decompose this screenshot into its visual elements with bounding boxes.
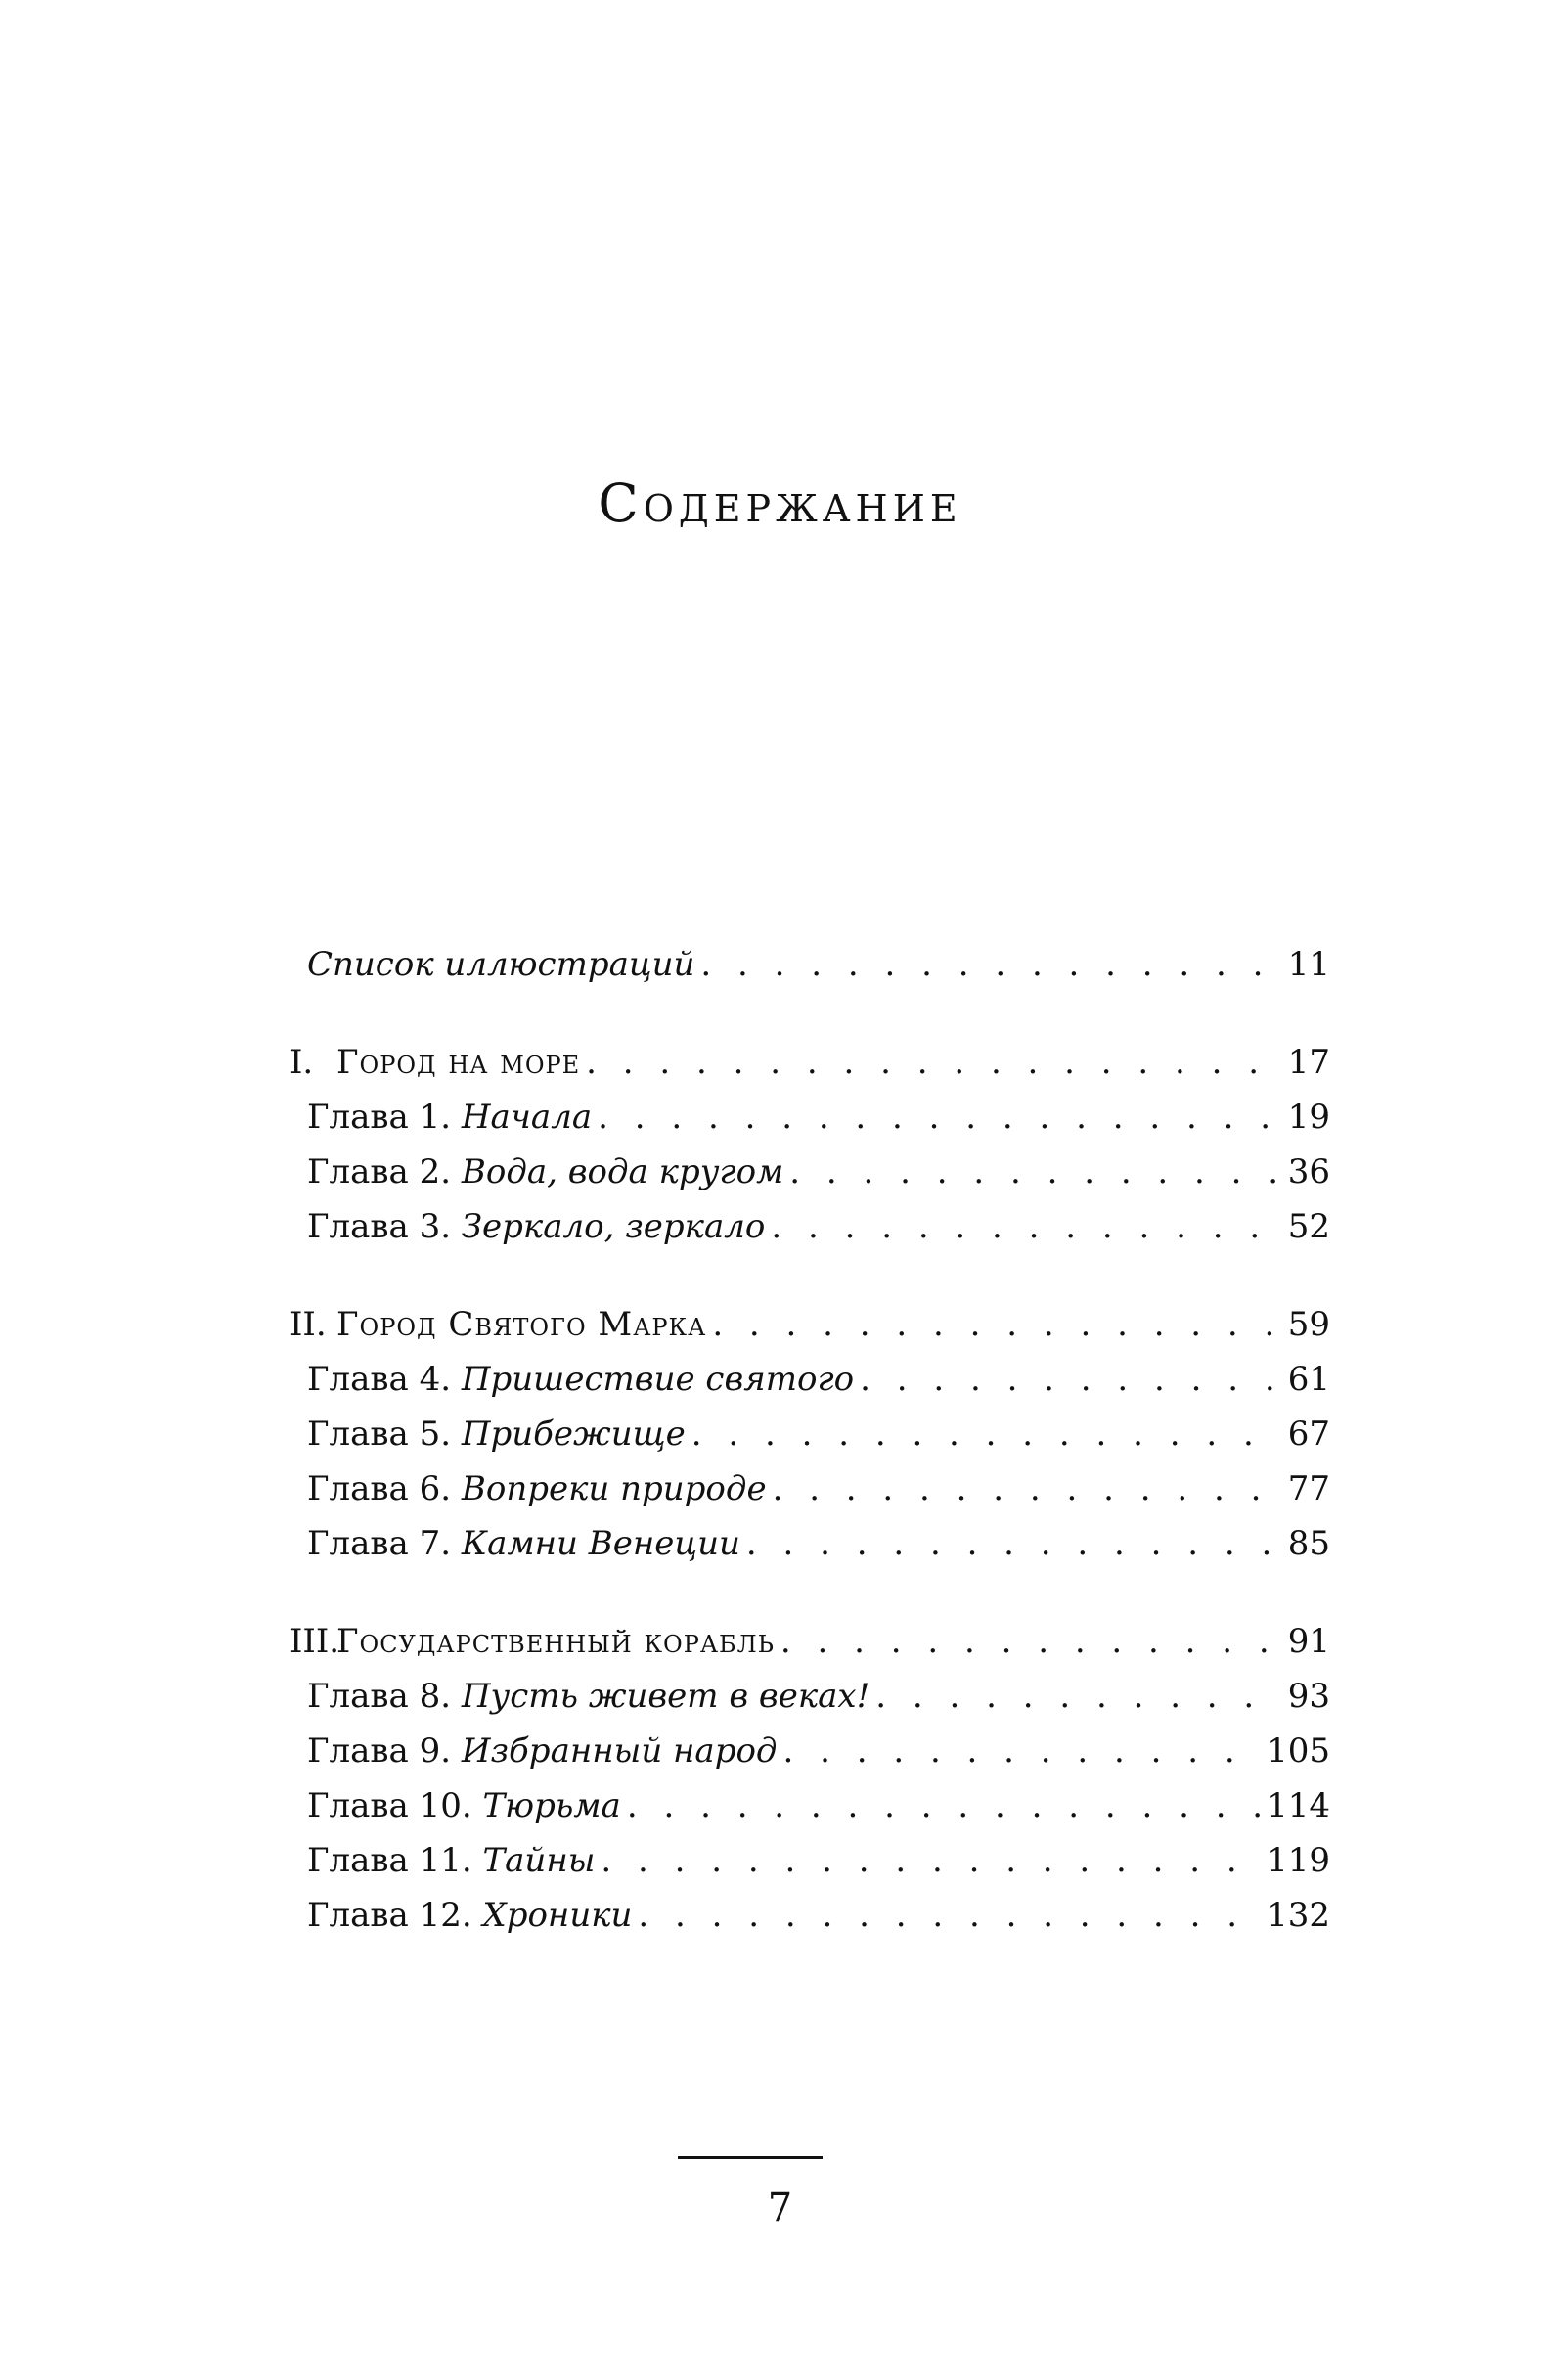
footer-rule bbox=[678, 2156, 823, 2159]
dot-leader bbox=[875, 1669, 1281, 1724]
dot-leader bbox=[700, 937, 1281, 992]
chapter-label: Глава 6. bbox=[307, 1469, 452, 1508]
page-title: Содержание bbox=[598, 472, 962, 534]
dot-leader bbox=[789, 1145, 1281, 1199]
toc-chapter-4[interactable] bbox=[290, 1352, 1330, 1407]
dot-leader bbox=[860, 1352, 1282, 1407]
chapter-label: Глава 9. bbox=[307, 1731, 452, 1771]
chapter-page: 85 bbox=[1287, 1524, 1330, 1563]
chapter-label: Глава 8. bbox=[307, 1677, 452, 1716]
dot-leader bbox=[691, 1407, 1282, 1461]
chapter-title: Пусть живет в веках! bbox=[461, 1677, 870, 1716]
part-page: 59 bbox=[1287, 1305, 1330, 1344]
chapter-label: Глава 3. bbox=[307, 1207, 452, 1246]
toc-part-1[interactable] bbox=[290, 1035, 1330, 1090]
toc-chapter-9[interactable] bbox=[290, 1724, 1330, 1778]
chapter-title: Хроники bbox=[482, 1896, 633, 1935]
part-title: Город Святого Марка bbox=[336, 1305, 707, 1344]
chapter-title: Прибежище bbox=[461, 1415, 686, 1454]
toc-part-3[interactable] bbox=[290, 1614, 1330, 1669]
dot-leader bbox=[746, 1516, 1282, 1571]
chapter-label: Глава 1. bbox=[307, 1098, 452, 1137]
toc-entry-illustrations[interactable] bbox=[290, 937, 1330, 992]
toc-chapter-1[interactable] bbox=[290, 1090, 1330, 1145]
chapter-label: Глава 4. bbox=[307, 1360, 452, 1399]
chapter-page: 19 bbox=[1287, 1098, 1330, 1137]
toc-chapter-3[interactable] bbox=[290, 1199, 1330, 1254]
chapter-label: Глава 7. bbox=[307, 1524, 452, 1563]
chapter-page: 67 bbox=[1287, 1415, 1330, 1454]
dot-leader bbox=[638, 1888, 1261, 1943]
chapter-title: Пришествие святого bbox=[461, 1360, 855, 1399]
toc-entry-title: Список иллюстраций bbox=[307, 945, 695, 984]
chapter-title: Зеркало, зеркало bbox=[461, 1207, 766, 1246]
part-number: I. bbox=[290, 1043, 314, 1082]
chapter-page: 77 bbox=[1287, 1469, 1330, 1508]
part-number: III. bbox=[290, 1622, 340, 1661]
chapter-label: Глава 11. bbox=[307, 1841, 472, 1880]
dot-leader bbox=[773, 1461, 1282, 1516]
toc-entry-page: 11 bbox=[1287, 945, 1330, 984]
chapter-page: 52 bbox=[1287, 1207, 1330, 1246]
chapter-title: Избранный народ bbox=[461, 1731, 778, 1771]
chapter-label: Глава 12. bbox=[307, 1896, 472, 1935]
chapter-page: 105 bbox=[1267, 1731, 1330, 1771]
chapter-label: Глава 10. bbox=[307, 1786, 472, 1825]
chapter-title: Вода, вода кругом bbox=[461, 1152, 784, 1191]
dot-leader bbox=[712, 1297, 1281, 1352]
chapter-label: Глава 5. bbox=[307, 1415, 452, 1454]
chapter-title: Тайны bbox=[482, 1841, 596, 1880]
chapter-page: 36 bbox=[1287, 1152, 1330, 1191]
page-number: 7 bbox=[767, 2185, 793, 2230]
toc-part-2[interactable] bbox=[290, 1297, 1330, 1352]
chapter-title: Вопреки природе bbox=[461, 1469, 767, 1508]
chapter-page: 61 bbox=[1287, 1360, 1330, 1399]
toc-chapter-10[interactable] bbox=[290, 1778, 1330, 1833]
chapter-title: Камни Венеции bbox=[461, 1524, 740, 1563]
dot-leader bbox=[782, 1724, 1261, 1778]
chapter-label: Глава 2. bbox=[307, 1152, 452, 1191]
dot-leader bbox=[586, 1035, 1282, 1090]
chapter-title: Начала bbox=[461, 1098, 593, 1137]
toc-chapter-2[interactable] bbox=[290, 1145, 1330, 1199]
toc-chapter-7[interactable] bbox=[290, 1516, 1330, 1571]
toc-chapter-6[interactable] bbox=[290, 1461, 1330, 1516]
chapter-page: 119 bbox=[1267, 1841, 1330, 1880]
chapter-page: 114 bbox=[1267, 1786, 1330, 1825]
toc-chapter-8[interactable] bbox=[290, 1669, 1330, 1724]
dot-leader bbox=[780, 1614, 1282, 1669]
part-page: 17 bbox=[1287, 1043, 1330, 1082]
part-page: 91 bbox=[1287, 1622, 1330, 1661]
dot-leader bbox=[601, 1833, 1261, 1888]
table-of-contents bbox=[290, 937, 1330, 1943]
part-title: Город на море bbox=[336, 1043, 581, 1082]
dot-leader bbox=[627, 1778, 1261, 1833]
toc-chapter-12[interactable] bbox=[290, 1888, 1330, 1943]
chapter-page: 93 bbox=[1287, 1677, 1330, 1716]
dot-leader bbox=[771, 1199, 1281, 1254]
dot-leader bbox=[598, 1090, 1282, 1145]
part-title: Государственный корабль bbox=[336, 1622, 775, 1661]
toc-chapter-5[interactable] bbox=[290, 1407, 1330, 1461]
chapter-title: Тюрьма bbox=[482, 1786, 621, 1825]
chapter-page: 132 bbox=[1267, 1896, 1330, 1935]
part-number: II. bbox=[290, 1305, 327, 1344]
toc-chapter-11[interactable] bbox=[290, 1833, 1330, 1888]
